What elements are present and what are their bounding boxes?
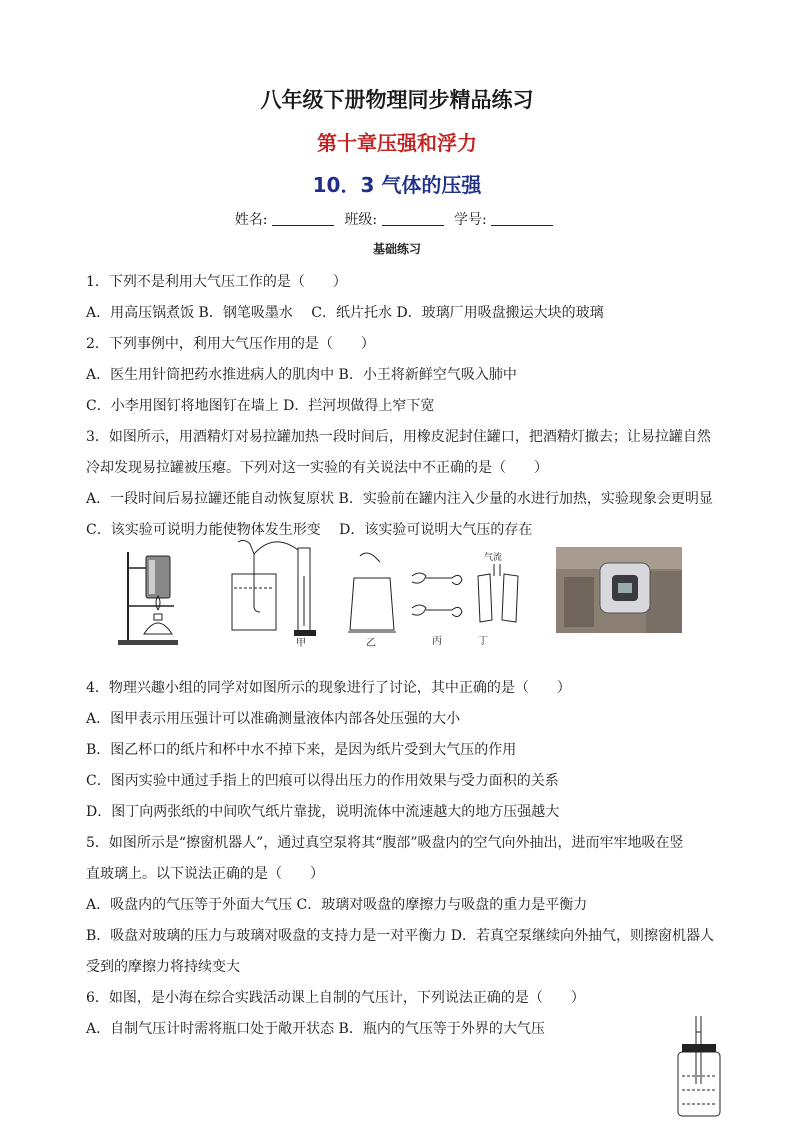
label-jia: 甲 [296,638,306,648]
name-label: 姓名: [234,212,268,228]
question-5-stem-line-2: 直玻璃上。以下说法正确的是（ ） [86,866,324,882]
can-heating-figure [114,548,194,648]
label-ding: 丁 [478,636,488,647]
question-5-option-line-2: B．吸盘对玻璃的压力与玻璃对吸盘的支持力是一对平衡力 D．若真空泵继续向外抽气，则擦窗机器人 [86,928,714,944]
question-3-option-line-2: C．该实验可说明力能使物体发生形变 D．该实验可说明大气压的存在 [86,522,533,538]
student-id-label: 学号: [454,212,487,228]
question-2-stem: 2．下列事例中，利用大气压作用的是（ ） [86,336,375,352]
question-2-option-line-1: A．医生用针筒把药水推进病人的肌肉中 B．小王将新鲜空气吸入肺中 [86,367,517,383]
practice-heading: 基础练习 [372,242,421,256]
document-title: 八年级下册物理同步精品练习 [260,87,534,112]
window-robot-photo [556,547,682,633]
pencil-fingers-figure [408,566,464,648]
question-3-option-line-1: A．一段时间后易拉罐还能自动恢复原状 B．实验前在罐内注入少量的水进行加热，实验现象会更明显 [86,491,713,507]
student-id-blank[interactable] [491,211,553,226]
question-2-option-line-2: C．小李用图钉将地图钉在墙上 D．拦河坝做得上窄下宽 [86,398,435,414]
question-1-options: A．用高压锅煮饭 B．钢笔吸墨水 C．纸片托水 D．玻璃厂用吸盘搬运大块的玻璃 [86,305,604,321]
question-5-option-line-1: A．吸盘内的气压等于外面大气压 C．玻璃对吸盘的摩擦力与吸盘的重力是平衡力 [86,897,588,913]
class-label: 班级: [344,212,378,228]
name-blank[interactable] [272,211,334,226]
question-5-stem-line-1: 5．如图所示是“擦窗机器人”，通过真空泵将其“腹部”吸盘内的空气向外抽出，进而牢牢地吸在竖 [86,835,684,851]
label-yi: 乙 [366,638,376,648]
paper-airflow-figure [468,548,528,648]
inverted-cup-figure [344,548,400,648]
question-4-option-d: D．图丁向两张纸的中间吹气纸片靠拢，说明流体中流速越大的地方压强越大 [86,804,560,820]
homemade-barometer-figure [668,1014,728,1120]
label-bing: 丙 [432,636,442,647]
question-4-stem: 4．物理兴趣小组的同学对如图所示的现象进行了讨论，其中正确的是（ ） [86,680,571,696]
question-5-option-line-3: 受到的摩擦力将持续变大 [86,959,240,975]
section-title: 10．3 气体的压强 [312,173,482,197]
question-3-stem-line-1: 3．如图所示，用酒精灯对易拉罐加热一段时间后，用橡皮泥封住罐口，把酒精灯撤去；让易拉罐自然 [86,429,711,445]
question-4-option-a: A．图甲表示用压强计可以准确测量液体内部各处压强的大小 [86,711,461,727]
label-airflow: 气流 [484,553,503,563]
pressure-gauge-figure [218,536,330,648]
question-6-option-line-1: A．自制气压计时需将瓶口处于敞开状态 B．瓶内的气压等于外界的大气压 [86,1021,545,1037]
student-info-line [0,209,794,229]
question-1-stem: 1．下列不是利用大气压工作的是（ ） [86,274,347,290]
class-blank[interactable] [382,211,444,226]
question-6-stem: 6．如图，是小海在综合实践活动课上自制的气压计，下列说法正确的是（ ） [86,990,585,1006]
question-4-option-b: B．图乙杯口的纸片和杯中水不掉下来，是因为纸片受到大气压的作用 [86,742,517,758]
chapter-title: 第十章压强和浮力 [317,131,477,155]
question-4-option-c: C．图丙实验中通过手指上的凹痕可以得出压力的作用效果与受力面积的关系 [86,773,559,789]
question-3-stem-line-2: 冷却发现易拉罐被压瘪。下列对这一实验的有关说法中不正确的是（ ） [86,460,548,476]
